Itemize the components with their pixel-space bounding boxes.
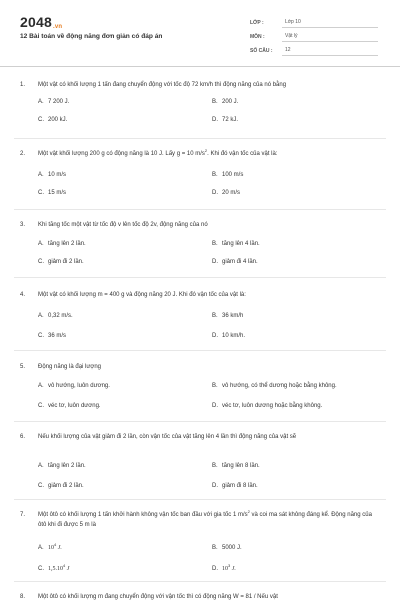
question-text: Động năng là đại lượng — [38, 364, 101, 370]
question-text: Một ôtô có khối lượng 1 tấn khởi hành không vận tốc ban đầu với gia tốc 1 $m/s^2$ và coi ma sát không đáng kể. Động năng của ôtô khi đi được 5 m là — [38, 509, 372, 528]
question-number: 3. — [20, 222, 26, 228]
site-logo[interactable] — [20, 14, 62, 30]
option-a[interactable]: A. 0,32 m/s. — [38, 313, 73, 319]
option-a[interactable]: A. 10 m/s — [38, 172, 67, 178]
logo-suffix: .vn — [52, 24, 63, 30]
option-a[interactable]: A. tăng lên 2 lần. — [38, 463, 86, 469]
option-a[interactable]: A. 7 200 J. — [38, 99, 70, 105]
option-c[interactable]: C. véc tơ, luôn dương. — [38, 403, 101, 409]
option-d[interactable]: D. giảm đi 8 lần. — [212, 483, 258, 489]
meta-value-class: Lớp 10 — [282, 19, 378, 28]
option-c[interactable]: C. 200 kJ. — [38, 117, 68, 123]
question-divider — [14, 581, 386, 582]
meta-value-subject: Vật lý — [282, 33, 378, 42]
option-c[interactable]: C. giảm đi 2 lần. — [38, 259, 84, 265]
question-divider — [14, 277, 386, 278]
question-number: 5. — [20, 364, 26, 370]
question-text: Một vật có khối lượng m = 400 g và động năng 20 J. Khi đó vận tốc của vật là: — [38, 292, 246, 298]
option-d[interactable]: D. giảm đi 4 lần. — [212, 259, 258, 265]
question-number: 6. — [20, 434, 26, 440]
question-divider — [14, 421, 386, 422]
meta-row-subject — [250, 28, 378, 42]
meta-row-count — [250, 42, 378, 56]
option-d[interactable]: D. 20 m/s — [212, 190, 241, 196]
meta-label-count: SỐ CÂU : — [250, 48, 273, 54]
meta-value-count: 12 — [282, 47, 378, 56]
question-number: 1. — [20, 82, 26, 88]
option-d[interactable]: D. véc tơ, luôn dương hoặc bằng không. — [212, 403, 323, 409]
option-b[interactable]: B. 36 km/h — [212, 313, 244, 319]
document-header — [0, 0, 400, 67]
question-divider — [14, 499, 386, 500]
option-a[interactable]: A. $10^4$ J. — [38, 542, 62, 551]
meta-info — [250, 14, 378, 56]
question-number: 7. — [20, 512, 26, 518]
question-divider — [14, 350, 386, 351]
option-b[interactable]: B. 200 J. — [212, 99, 239, 105]
question-number: 2. — [20, 151, 26, 157]
option-b[interactable]: B. 100 m/s — [212, 172, 244, 178]
question-text: Một vật khối lượng 200 g có động năng là 10 J. Lấy g = 10 $m/s^2$. Khi đó vận tốc của vật là: — [38, 148, 278, 157]
question-divider — [14, 138, 386, 139]
option-b[interactable]: B. vô hướng, có thể dương hoặc bằng không. — [212, 383, 337, 389]
meta-label-subject: MÔN : — [250, 34, 265, 40]
question-divider — [14, 209, 386, 210]
option-c[interactable]: C. 15 m/s — [38, 190, 67, 196]
option-c[interactable]: C. 1,5.10$^4$ J — [38, 563, 70, 572]
question-number: 8. — [20, 594, 26, 600]
option-b[interactable]: B. 5000 J. — [212, 545, 242, 551]
option-d[interactable]: D. $10^3$ J. — [212, 563, 236, 572]
option-a[interactable]: A. tăng lên 2 lần. — [38, 241, 86, 247]
option-a[interactable]: A. vô hướng, luôn dương. — [38, 383, 110, 389]
logo-main: 2048 — [20, 14, 52, 30]
question-text: Một ôtô có khối lượng m đang chuyển động với vận tốc thì có động năng W = 81 / Nếu vật — [38, 594, 278, 600]
option-c[interactable]: C. 36 m/s — [38, 333, 67, 339]
meta-label-class: LỚP : — [250, 20, 264, 26]
question-text: Nếu khối lượng của vật giảm đi 2 lần, còn vận tốc của vật tăng lên 4 lần thì động năng của vật sẽ — [38, 434, 297, 440]
question-number: 4. — [20, 292, 26, 298]
meta-row-class — [250, 14, 378, 28]
option-c[interactable]: C. giảm đi 2 lần. — [38, 483, 84, 489]
document-title: 12 Bài toán về động năng đơn giản có đáp án — [20, 33, 163, 40]
option-b[interactable]: B. tăng lên 4 lần. — [212, 241, 260, 247]
question-text: Khi tăng tốc một vật từ tốc độ v lên tốc độ 2v, động năng của nó — [38, 222, 208, 228]
option-b[interactable]: B. tăng lên 8 lần. — [212, 463, 260, 469]
option-d[interactable]: D. 72 kJ. — [212, 117, 239, 123]
question-text: Một vật có khối lượng 1 tấn đang chuyển động với tốc độ 72 km/h thì động năng của nó bằng — [38, 82, 287, 88]
option-d[interactable]: D. 10 km/h. — [212, 333, 246, 339]
